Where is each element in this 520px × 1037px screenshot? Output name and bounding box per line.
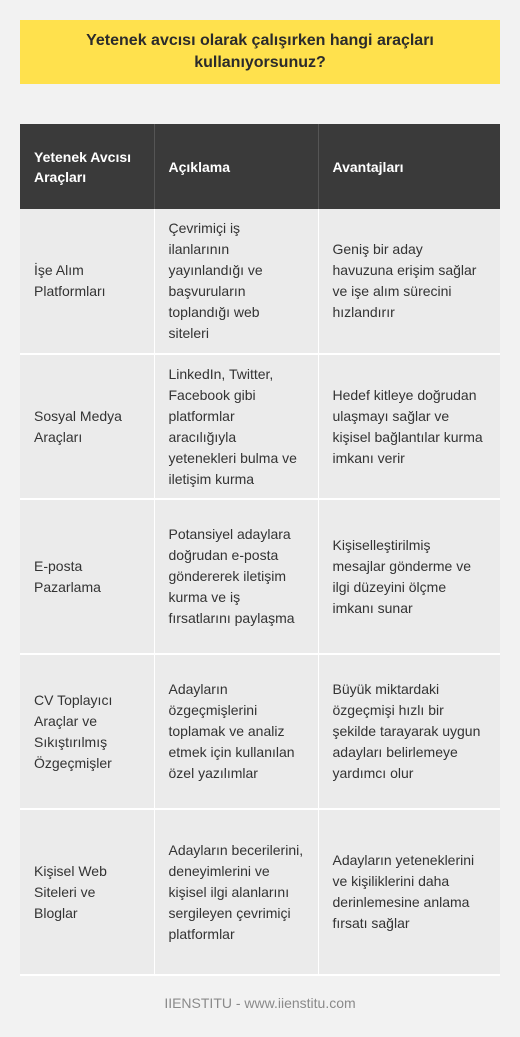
advantages-cell: Büyük miktardaki özgeçmişi hızlı bir şekilde tarayarak uygun adayları belirlemeye yardımcı olur	[318, 654, 500, 809]
tool-cell: İşe Alım Platformları	[20, 209, 154, 354]
tool-cell: CV Toplayıcı Araçlar ve Sıkıştırılmış Özgeçmişler	[20, 654, 154, 809]
advantages-cell: Geniş bir aday havuzuna erişim sağlar ve işe alım sürecini hızlandırır	[318, 209, 500, 354]
header-advantages: Avantajları	[318, 124, 500, 209]
title-banner	[20, 20, 500, 84]
table-row	[20, 809, 500, 975]
advantages-cell: Hedef kitleye doğrudan ulaşmayı sağlar ve kişisel bağlantılar kurma imkanı verir	[318, 354, 500, 499]
tool-cell: E-posta Pazarlama	[20, 499, 154, 654]
table-row	[20, 354, 500, 499]
tools-table	[20, 124, 500, 976]
tool-cell: Kişisel Web Siteleri ve Bloglar	[20, 809, 154, 975]
advantages-cell: Adayların yeteneklerini ve kişiliklerini daha derinlemesine anlama fırsatı sağlar	[318, 809, 500, 975]
page-title: Yetenek avcısı olarak çalışırken hangi araçları kullanıyorsunuz?	[86, 32, 434, 71]
description-cell: Çevrimiçi iş ilanlarının yayınlandığı ve başvuruların toplandığı web siteleri	[154, 209, 318, 354]
table-row	[20, 654, 500, 809]
description-cell: Adayların becerilerini, deneyimlerini ve kişisel ilgi alanlarını sergileyen çevrimiçi platformlar	[154, 809, 318, 975]
advantages-cell: Kişiselleştirilmiş mesajlar gönderme ve ilgi düzeyini ölçme imkanı sunar	[318, 499, 500, 654]
header-description: Açıklama	[154, 124, 318, 209]
description-cell: LinkedIn, Twitter, Facebook gibi platformlar aracılığıyla yetenekleri bulma ve iletişim kurma	[154, 354, 318, 499]
table-header-row	[20, 124, 500, 209]
footer-credit: IIENSTITU - www.iienstitu.com	[164, 995, 356, 1011]
table-row	[20, 209, 500, 354]
header-tools: Yetenek Avcısı Araçları	[20, 124, 154, 209]
table-row	[20, 499, 500, 654]
description-cell: Adayların özgeçmişlerini toplamak ve analiz etmek için kullanılan özel yazılımlar	[154, 654, 318, 809]
tool-cell: Sosyal Medya Araçları	[20, 354, 154, 499]
description-cell: Potansiyel adaylara doğrudan e-posta göndererek iletişim kurma ve iş fırsatlarını paylaşma	[154, 499, 318, 654]
